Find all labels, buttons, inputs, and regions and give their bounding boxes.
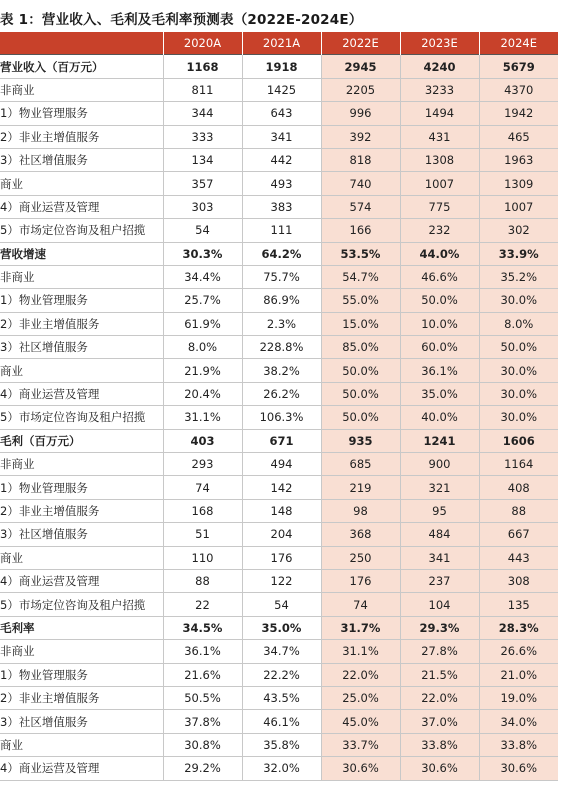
value-cell: 50.0% (321, 382, 400, 405)
value-cell: 21.0% (479, 663, 558, 686)
value-cell: 22.2% (242, 663, 321, 686)
value-cell: 135 (479, 593, 558, 616)
table-row (0, 663, 558, 686)
value-cell: 484 (400, 523, 479, 546)
row-label: 毛利率 (0, 616, 163, 639)
value-cell: 22 (163, 593, 242, 616)
table-row (0, 359, 558, 382)
value-cell: 19.0% (479, 686, 558, 709)
table-row (0, 265, 558, 288)
value-cell: 22.0% (321, 663, 400, 686)
value-cell: 383 (242, 195, 321, 218)
value-cell: 74 (321, 593, 400, 616)
value-cell: 303 (163, 195, 242, 218)
value-cell: 1309 (479, 172, 558, 195)
value-cell: 8.0% (163, 336, 242, 359)
row-label: 3）社区增值服务 (0, 710, 163, 733)
value-cell: 204 (242, 523, 321, 546)
row-label: 2）非业主增值服务 (0, 312, 163, 335)
row-label: 商业 (0, 172, 163, 195)
value-cell: 31.1% (163, 406, 242, 429)
value-cell: 15.0% (321, 312, 400, 335)
table-row (0, 757, 558, 780)
table-row (0, 640, 558, 663)
row-label: 4）商业运营及管理 (0, 195, 163, 218)
row-label: 非商业 (0, 265, 163, 288)
value-cell: 25.0% (321, 686, 400, 709)
value-cell: 1241 (400, 429, 479, 452)
row-label: 2）非业主增值服务 (0, 686, 163, 709)
row-label: 商业 (0, 546, 163, 569)
value-cell: 28.3% (479, 616, 558, 639)
value-cell: 493 (242, 172, 321, 195)
value-cell: 30.6% (321, 757, 400, 780)
table-row (0, 289, 558, 312)
row-label: 4）商业运营及管理 (0, 757, 163, 780)
value-cell: 237 (400, 569, 479, 592)
value-cell: 54.7% (321, 265, 400, 288)
value-cell: 30.8% (163, 733, 242, 756)
value-cell: 2.3% (242, 312, 321, 335)
table-row (0, 453, 558, 476)
value-cell: 88 (163, 569, 242, 592)
value-cell: 38.2% (242, 359, 321, 382)
row-label: 5）市场定位咨询及租户招揽 (0, 593, 163, 616)
value-cell: 1942 (479, 102, 558, 125)
value-cell: 935 (321, 429, 400, 452)
value-cell: 50.0% (321, 359, 400, 382)
table-row (0, 593, 558, 616)
value-cell: 431 (400, 125, 479, 148)
value-cell: 996 (321, 102, 400, 125)
value-cell: 4240 (400, 55, 479, 78)
value-cell: 30.3% (163, 242, 242, 265)
value-cell: 60.0% (400, 336, 479, 359)
table-row (0, 336, 558, 359)
row-label: 商业 (0, 359, 163, 382)
table-row (0, 710, 558, 733)
value-cell: 408 (479, 476, 558, 499)
value-cell: 95 (400, 499, 479, 522)
table-section-row (0, 242, 558, 265)
row-label: 营业收入（百万元） (0, 55, 163, 78)
table-row (0, 78, 558, 101)
table-row (0, 125, 558, 148)
value-cell: 21.9% (163, 359, 242, 382)
table-row (0, 733, 558, 756)
value-cell: 35.2% (479, 265, 558, 288)
value-cell: 37.8% (163, 710, 242, 733)
value-cell: 341 (400, 546, 479, 569)
value-cell: 37.0% (400, 710, 479, 733)
value-cell: 293 (163, 453, 242, 476)
value-cell: 21.5% (400, 663, 479, 686)
table-row (0, 499, 558, 522)
table-section-row (0, 616, 558, 639)
value-cell: 465 (479, 125, 558, 148)
table-row (0, 686, 558, 709)
value-cell: 31.1% (321, 640, 400, 663)
value-cell: 25.7% (163, 289, 242, 312)
value-cell: 1963 (479, 148, 558, 171)
value-cell: 106.3% (242, 406, 321, 429)
table-row (0, 172, 558, 195)
value-cell: 232 (400, 219, 479, 242)
table-row (0, 476, 558, 499)
value-cell: 30.6% (479, 757, 558, 780)
value-cell: 302 (479, 219, 558, 242)
value-cell: 5679 (479, 55, 558, 78)
row-label: 2）非业主增值服务 (0, 499, 163, 522)
table-row (0, 382, 558, 405)
value-cell: 1007 (479, 195, 558, 218)
table-section-row (0, 429, 558, 452)
value-cell: 122 (242, 569, 321, 592)
value-cell: 44.0% (400, 242, 479, 265)
table-title: 表 1：营业收入、毛利及毛利率预测表（2022E-2024E） (0, 12, 363, 28)
table-row (0, 523, 558, 546)
value-cell: 10.0% (400, 312, 479, 335)
table-row (0, 546, 558, 569)
row-label: 1）物业管理服务 (0, 289, 163, 312)
row-label: 5）市场定位咨询及租户招揽 (0, 406, 163, 429)
row-label: 3）社区增值服务 (0, 148, 163, 171)
value-cell: 685 (321, 453, 400, 476)
value-cell: 34.5% (163, 616, 242, 639)
value-cell: 21.6% (163, 663, 242, 686)
table-row (0, 406, 558, 429)
table-row (0, 195, 558, 218)
value-cell: 667 (479, 523, 558, 546)
value-cell: 85.0% (321, 336, 400, 359)
value-cell: 176 (321, 569, 400, 592)
header-cell-label (0, 32, 163, 55)
header-cell-2023e: 2023E (400, 32, 479, 55)
value-cell: 4370 (479, 78, 558, 101)
value-cell: 142 (242, 476, 321, 499)
value-cell: 20.4% (163, 382, 242, 405)
value-cell: 168 (163, 499, 242, 522)
forecast-table (0, 32, 558, 781)
header-cell-2022e: 2022E (321, 32, 400, 55)
row-label: 1）物业管理服务 (0, 663, 163, 686)
value-cell: 54 (242, 593, 321, 616)
value-cell: 1308 (400, 148, 479, 171)
row-label: 5）市场定位咨询及租户招揽 (0, 219, 163, 242)
value-cell: 30.0% (479, 382, 558, 405)
value-cell: 86.9% (242, 289, 321, 312)
value-cell: 333 (163, 125, 242, 148)
value-cell: 341 (242, 125, 321, 148)
value-cell: 34.4% (163, 265, 242, 288)
table-header-row (0, 32, 558, 55)
value-cell: 33.8% (400, 733, 479, 756)
value-cell: 321 (400, 476, 479, 499)
row-label: 非商业 (0, 78, 163, 101)
value-cell: 443 (479, 546, 558, 569)
value-cell: 35.8% (242, 733, 321, 756)
value-cell: 50.0% (321, 406, 400, 429)
value-cell: 30.0% (479, 359, 558, 382)
value-cell: 30.0% (479, 406, 558, 429)
value-cell: 26.2% (242, 382, 321, 405)
value-cell: 1164 (479, 453, 558, 476)
value-cell: 8.0% (479, 312, 558, 335)
row-label: 非商业 (0, 453, 163, 476)
value-cell: 31.7% (321, 616, 400, 639)
header-cell-2021a: 2021A (242, 32, 321, 55)
value-cell: 34.0% (479, 710, 558, 733)
value-cell: 1918 (242, 55, 321, 78)
value-cell: 75.7% (242, 265, 321, 288)
value-cell: 900 (400, 453, 479, 476)
row-label: 3）社区增值服务 (0, 523, 163, 546)
value-cell: 45.0% (321, 710, 400, 733)
value-cell: 148 (242, 499, 321, 522)
value-cell: 27.8% (400, 640, 479, 663)
value-cell: 29.3% (400, 616, 479, 639)
table-row (0, 219, 558, 242)
value-cell: 1168 (163, 55, 242, 78)
value-cell: 176 (242, 546, 321, 569)
value-cell: 32.0% (242, 757, 321, 780)
value-cell: 392 (321, 125, 400, 148)
value-cell: 811 (163, 78, 242, 101)
value-cell: 33.7% (321, 733, 400, 756)
value-cell: 1007 (400, 172, 479, 195)
value-cell: 64.2% (242, 242, 321, 265)
value-cell: 308 (479, 569, 558, 592)
value-cell: 1494 (400, 102, 479, 125)
value-cell: 50.0% (479, 336, 558, 359)
value-cell: 344 (163, 102, 242, 125)
row-label: 4）商业运营及管理 (0, 382, 163, 405)
row-label: 4）商业运营及管理 (0, 569, 163, 592)
value-cell: 3233 (400, 78, 479, 101)
value-cell: 43.5% (242, 686, 321, 709)
value-cell: 219 (321, 476, 400, 499)
value-cell: 50.5% (163, 686, 242, 709)
row-label: 3）社区增值服务 (0, 336, 163, 359)
header-cell-2024e: 2024E (479, 32, 558, 55)
value-cell: 51 (163, 523, 242, 546)
row-label: 2）非业主增值服务 (0, 125, 163, 148)
value-cell: 228.8% (242, 336, 321, 359)
value-cell: 55.0% (321, 289, 400, 312)
value-cell: 134 (163, 148, 242, 171)
value-cell: 1425 (242, 78, 321, 101)
value-cell: 775 (400, 195, 479, 218)
value-cell: 40.0% (400, 406, 479, 429)
value-cell: 50.0% (400, 289, 479, 312)
table-row (0, 312, 558, 335)
value-cell: 818 (321, 148, 400, 171)
value-cell: 30.0% (479, 289, 558, 312)
table-row (0, 102, 558, 125)
table-section-row (0, 55, 558, 78)
value-cell: 643 (242, 102, 321, 125)
value-cell: 166 (321, 219, 400, 242)
row-label: 非商业 (0, 640, 163, 663)
value-cell: 33.8% (479, 733, 558, 756)
value-cell: 442 (242, 148, 321, 171)
value-cell: 53.5% (321, 242, 400, 265)
value-cell: 403 (163, 429, 242, 452)
value-cell: 110 (163, 546, 242, 569)
row-label: 营收增速 (0, 242, 163, 265)
value-cell: 29.2% (163, 757, 242, 780)
value-cell: 46.1% (242, 710, 321, 733)
value-cell: 368 (321, 523, 400, 546)
value-cell: 54 (163, 219, 242, 242)
value-cell: 46.6% (400, 265, 479, 288)
header-cell-2020a: 2020A (163, 32, 242, 55)
row-label: 商业 (0, 733, 163, 756)
value-cell: 574 (321, 195, 400, 218)
value-cell: 36.1% (400, 359, 479, 382)
value-cell: 74 (163, 476, 242, 499)
row-label: 1）物业管理服务 (0, 102, 163, 125)
value-cell: 30.6% (400, 757, 479, 780)
value-cell: 104 (400, 593, 479, 616)
value-cell: 671 (242, 429, 321, 452)
value-cell: 61.9% (163, 312, 242, 335)
value-cell: 2205 (321, 78, 400, 101)
value-cell: 98 (321, 499, 400, 522)
value-cell: 35.0% (242, 616, 321, 639)
row-label: 1）物业管理服务 (0, 476, 163, 499)
value-cell: 494 (242, 453, 321, 476)
value-cell: 2945 (321, 55, 400, 78)
value-cell: 111 (242, 219, 321, 242)
value-cell: 26.6% (479, 640, 558, 663)
value-cell: 36.1% (163, 640, 242, 663)
value-cell: 88 (479, 499, 558, 522)
value-cell: 250 (321, 546, 400, 569)
value-cell: 35.0% (400, 382, 479, 405)
value-cell: 1606 (479, 429, 558, 452)
table-row (0, 569, 558, 592)
value-cell: 22.0% (400, 686, 479, 709)
row-label: 毛利（百万元） (0, 429, 163, 452)
table-row (0, 148, 558, 171)
value-cell: 34.7% (242, 640, 321, 663)
value-cell: 33.9% (479, 242, 558, 265)
value-cell: 357 (163, 172, 242, 195)
value-cell: 740 (321, 172, 400, 195)
